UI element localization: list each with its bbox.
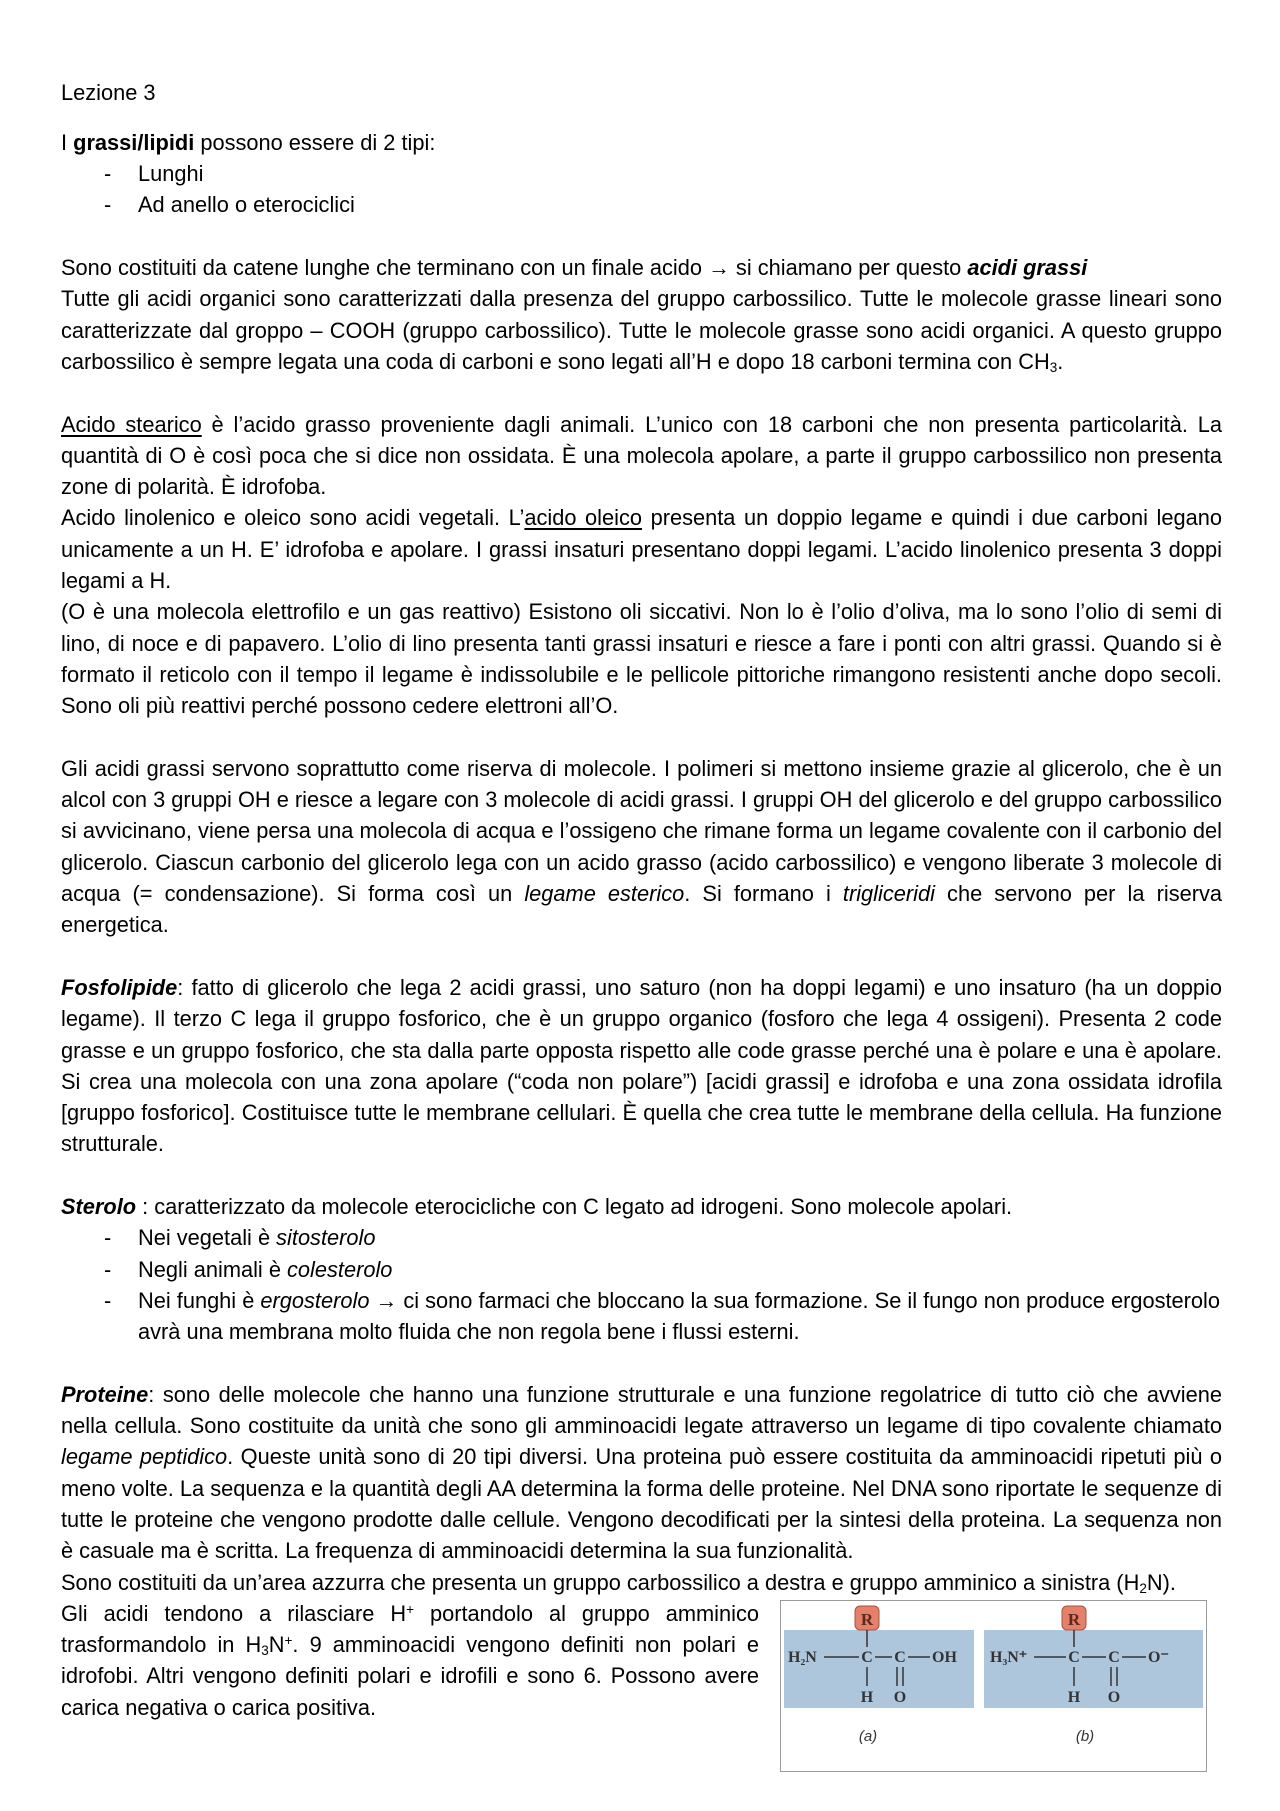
acids-text-2: portandolo al gruppo amminico trasformandolo in H xyxy=(61,1600,759,1658)
proteins-post: . Queste unità sono di 20 tipi diversi. Una proteina può essere costituita da amminoacidi ripetuti più o meno volte. La sequenza e la quantità degli AA determina la forma delle proteine. Nel DNA sono riportate le sequenze di tutte le proteine che vengono prodotte dalle cellule. Vengono decodificati per la sintesi della proteina. La sequenza non è casuale ma è scritta. La frequenza di amminoacidi determina la sua funzionalità. xyxy=(61,1444,1223,1564)
acids-subscript: 3 xyxy=(261,1643,269,1659)
phospholipid-paragraph xyxy=(61,972,1222,1160)
amino-structure-pre: Sono costituiti da un’area azzurra che presenta un gruppo carbossilico a destra e gruppo amminico a sinistra (H xyxy=(61,1569,1140,1595)
list-item xyxy=(138,1222,1222,1253)
lipids-intro-pre: I xyxy=(61,129,74,155)
peptide-bond-term: legame peptidico xyxy=(61,1444,228,1470)
sterol-paragraph xyxy=(61,1191,1222,1222)
lesson-title: Lezione 3 xyxy=(61,80,156,105)
triglycerides-pre: Gli acidi grassi servono soprattutto come riserva di molecole. I polimeri si mettono insieme grazie al glicerolo, che è un alcol con 3 gruppi OH e riesce a legare con 3 molecole di acidi grassi. I gruppi OH del glicerolo e del gruppo carbossilico si avvicinano, viene persa una molecola di acqua e l’ossigeno che rimane forma un legame covalente con il carbonio del glicerolo. Ciascun carbonio del glicerolo lega con un acido grasso (acido carbossilico) e vengono liberate 3 molecole di acqua (= condensazione). Si forma così un xyxy=(61,755,1222,907)
lipids-intro xyxy=(61,127,1222,158)
phospholipid-text: : fatto di glicerolo che lega 2 acidi grassi, uno saturo (non ha doppi legami) e uno insaturo (ha un doppio legame). Il terzo C lega il gruppo fosforico, che è un gruppo organico (fosforo che lega 4 ossigeni). Presenta 2 code grasse e un gruppo fosforico, che sta dalla parte opposta rispetto alle code grasse perché una è polare e una è apolare. Si crea una molecola con una zona apolare (“coda non polare”) [acidi grassi] e idrofoba e una zona ossidata idrofila [gruppo fosforico]. Costituisce tutte le membrane cellulari. È quella che crea tutte le membrane della cellula. Ha funzione strutturale. xyxy=(61,974,1222,1157)
amino-acid-diagram xyxy=(780,1600,1207,1772)
acids-text-4: . 9 amminoacidi vengono definiti non polari e idrofobi. Altri vengono definiti polari e idrofili e sono 6. Possono avere carica negativa o carica positiva. xyxy=(61,1632,759,1720)
acids-text-1: Gli acidi tendono a rilasciare H xyxy=(61,1600,407,1626)
sterol-item-pre: Negli animali è xyxy=(138,1256,288,1282)
lipids-intro-post: possono essere di 2 tipi: xyxy=(194,129,436,155)
stearic-paragraph xyxy=(61,409,1222,503)
amine-group-label: H₂N xyxy=(788,1648,817,1666)
carboxyl-paragraph xyxy=(61,283,1222,377)
sterol-item-name: colesterolo xyxy=(287,1256,393,1282)
list-item xyxy=(138,1254,1222,1285)
lipids-term: grassi/lipidi xyxy=(73,129,195,155)
triglycerides-post: che servono per la riserva energetica. xyxy=(61,881,1222,938)
triglycerides-term: trigliceridi xyxy=(842,881,935,907)
panel-b-background xyxy=(984,1630,1203,1708)
carbon-label: C xyxy=(861,1648,873,1666)
list-item: - Lunghi xyxy=(138,158,1222,189)
amino-structure-line xyxy=(61,1567,1222,1598)
oxygen-label: O xyxy=(893,1688,907,1706)
list-item: - Ad anello o eterociclici xyxy=(138,189,1222,220)
triglycerides-mid: . Si formano i xyxy=(684,881,843,907)
oleic-term: acido oleico xyxy=(524,505,643,531)
carboxyl-text: Tutte gli acidi organici sono caratterizzati dalla presenza del gruppo carbossilico. Tutte le molecole grasse lineari sono caratterizzate dal groppo – COOH (gruppo carbossilico). Tutte le molecole grasse sono acidi organici. A questo gruppo carbossilico è sempre legata una coda di carboni e sono legati all’H e dopo 18 carboni termina con CH xyxy=(61,286,1222,374)
proteins-paragraph xyxy=(61,1379,1222,1567)
ester-bond-term: legame esterico xyxy=(524,881,685,907)
phospholipid-term: Fosfolipide xyxy=(61,974,178,1000)
sterol-item-pre: Nei funghi è xyxy=(138,1287,261,1313)
carboxylate-group-label: O⁻ xyxy=(1148,1648,1169,1666)
fatty-acids-term: acidi grassi xyxy=(967,255,1088,281)
stearic-text: è l’acido grasso proveniente dagli animali. L’unico con 18 carboni che non presenta particolarità. La quantità di O è così poca che si dice non ossidata. È una molecola apolare, a parte il gruppo carbossilico non presenta zone di polarità. È idrofoba. xyxy=(61,411,1222,500)
fatty-acids-definition xyxy=(61,252,1222,283)
panel-a-background xyxy=(784,1630,974,1708)
panel-a-caption: (a) xyxy=(858,1727,878,1745)
carboxyl-subscript: 3 xyxy=(1049,359,1058,375)
proteins-pre: : sono delle molecole che hanno una funzione strutturale e una funzione regolatrice di tutto ciò che avviene nella cellula. Sono costituite da unità che sono gli amminoacidi legate attraverso un legame di tipo covalente chiamato xyxy=(61,1381,1222,1439)
stearic-term: Acido stearico xyxy=(61,411,202,437)
fatty-acids-definition-text: Sono costituiti da catene lunghe che terminano con un finale acido → si chiamano per questo xyxy=(61,255,968,281)
acids-superscript-2: + xyxy=(284,1633,293,1649)
sterol-item-name: sitosterolo xyxy=(276,1225,376,1251)
sterol-item-pre: Nei vegetali è xyxy=(138,1225,277,1251)
amino-acid-figure xyxy=(780,1600,1207,1772)
oleic-post: presenta un doppio legame e quindi i due carboni legano unicamente a un H. E’ idrofoba e apolare. I grassi insaturi presentano doppi legami. L’acido linolenico presenta 3 doppi legami a H. xyxy=(61,505,1222,594)
sterol-list xyxy=(61,1222,1222,1347)
document-body xyxy=(61,77,1222,1772)
carbon-label: C xyxy=(894,1648,906,1666)
hydrogen-label: H xyxy=(860,1688,874,1706)
sterol-text: : caratterizzato da molecole eterocicliche con C legato ad idrogeni. Sono molecole apolari. xyxy=(136,1193,1013,1219)
lipid-types-list xyxy=(61,158,1222,221)
sterol-item-post: → ci sono farmaci che bloccano la sua formazione. Se il fungo non produce ergosterolo avrà una membrana molto fluida che non regola bene i flussi esterni. xyxy=(138,1287,1221,1345)
list-item xyxy=(138,1285,1222,1348)
carboxyl-end: . xyxy=(1057,348,1064,374)
amino-acid-section xyxy=(61,1598,1222,1772)
panel-b-caption: (b) xyxy=(1075,1727,1095,1745)
drying-oils-paragraph: (O è una molecola elettrofilo e un gas reattivo) Esistono oli siccativi. Non lo è l’olio d’oliva, ma lo sono l’olio di semi di lino, di noce e di papavero. L’olio di lino presenta tanti grassi insaturi e riesce a fare i ponti con altri grassi. Quando si è formato il reticolo con il tempo il legame è indissolubile e le pellicole pittoriche rimangono resistenti anche dopo secoli. Sono oli più reattivi perché possono cedere elettroni all’O. xyxy=(61,599,1222,719)
oleic-paragraph xyxy=(61,502,1222,596)
amino-charge-paragraph xyxy=(61,1598,759,1723)
sterol-item-name: ergosterolo xyxy=(260,1287,370,1313)
oleic-pre: Acido linolenico e oleico sono acidi vegetali. L’ xyxy=(61,505,525,531)
amino-structure-subscript: 2 xyxy=(1139,1580,1147,1596)
triglycerides-paragraph xyxy=(61,753,1222,941)
r-group-label: R xyxy=(1067,1609,1081,1629)
amino-structure-post: N). xyxy=(1146,1569,1176,1595)
sterol-term: Sterolo xyxy=(61,1193,137,1219)
r-group-label: R xyxy=(860,1609,874,1629)
proteins-term: Proteine xyxy=(61,1381,149,1407)
hydrogen-label: H xyxy=(1067,1688,1081,1706)
acids-superscript-1: + xyxy=(406,1602,415,1618)
carboxyl-group-label: OH xyxy=(932,1648,957,1666)
carbon-label: C xyxy=(1068,1648,1080,1666)
oxygen-label: O xyxy=(1107,1688,1121,1706)
acids-text-3: N xyxy=(268,1632,285,1658)
amine-group-label: H₃N⁺ xyxy=(990,1648,1028,1666)
carbon-label: C xyxy=(1108,1648,1120,1666)
